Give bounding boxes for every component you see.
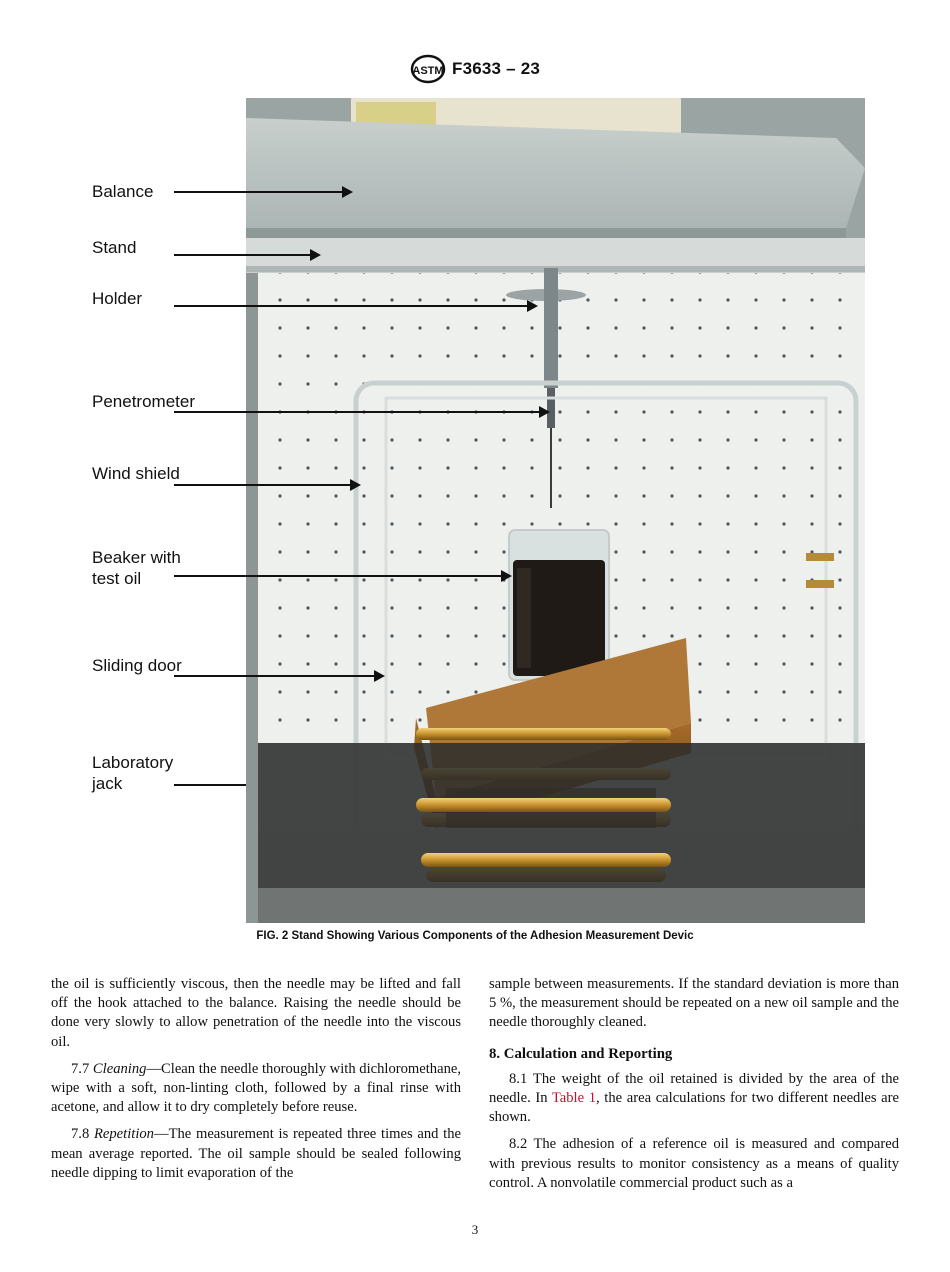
- svg-text:ASTM: ASTM: [412, 65, 444, 77]
- label-wind-shield: Wind shield: [92, 464, 180, 483]
- section-term: Repetition: [93, 1126, 154, 1143]
- figure-caption: FIG. 2 Stand Showing Various Components of the Adhesion Measurement Devic: [256, 930, 694, 942]
- arrow-sliding-door: [174, 675, 376, 677]
- arrow-laboratory-jack: [174, 784, 246, 786]
- section-8-2: 8.2 The adhesion of a reference oil is measured and compared with previous results to monitor consistency as a means of quality control. A nonvolatile commercial product such as a: [489, 1136, 899, 1191]
- label-laboratory-jack: Laboratory jack: [92, 753, 174, 793]
- arrow-holder: [174, 305, 529, 307]
- section-text: —The measurement is repeated three times and the mean average reported. The oil sample should be sealed following needle dipping to limit evaporation of the: [51, 1126, 461, 1181]
- section-term: Cleaning: [92, 1060, 147, 1077]
- label-sliding-door: Sliding door: [92, 656, 182, 675]
- paragraph: the oil is sufficiently viscous, then the needle may be lifted and fall off the hook attached to the balance. Raising the needle should be done very slowly to allow penetration of the needle into the viscous oil.: [51, 976, 461, 1050]
- arrow-beaker: [174, 575, 503, 577]
- section-7-7: [51, 1060, 461, 1118]
- label-beaker: Beaker with test oil: [92, 548, 181, 588]
- arrow-balance: [174, 191, 344, 193]
- section-number: 7.8: [71, 1126, 90, 1143]
- arrow-penetrometer: [174, 411, 541, 413]
- label-stand: Stand: [92, 238, 137, 257]
- page-number: 3: [471, 1222, 479, 1237]
- label-balance: Balance: [92, 182, 154, 201]
- section-heading: 8. Calculation and Reporting: [489, 1045, 673, 1062]
- arrow-stand: [174, 254, 312, 256]
- section-text: , the area calculations for two different needles are shown.: [489, 1090, 899, 1126]
- section-7-8: [51, 1125, 461, 1183]
- section-number: 7.7: [71, 1060, 90, 1077]
- label-penetrometer: Penetrometer: [92, 392, 195, 411]
- arrow-wind-shield: [174, 484, 352, 486]
- figure-photo: [246, 98, 865, 923]
- section-text: —Clean the needle thoroughly with dichloromethane, wipe with a soft, non-linting cloth, followed by a final rinse with acetone, and allow it to dry completely before reuse.: [51, 1060, 461, 1116]
- paragraph: sample between measurements. If the standard deviation is more than 5 %, the measurement should be repeated on a new oil sample and the needle thoroughly cleaned.: [489, 976, 899, 1031]
- label-holder: Holder: [92, 289, 143, 308]
- table-1-link[interactable]: Table 1: [551, 1090, 597, 1107]
- left-column: [51, 975, 461, 1191]
- section-8-1: [489, 1070, 899, 1128]
- astm-logo: [410, 54, 446, 84]
- standard-designation: F3633 – 23: [451, 59, 540, 78]
- right-column: [489, 975, 899, 1201]
- section-text: 8.1 The weight of the oil retained is divided by the area of the needle. In: [489, 1070, 899, 1107]
- page-header: [0, 54, 950, 84]
